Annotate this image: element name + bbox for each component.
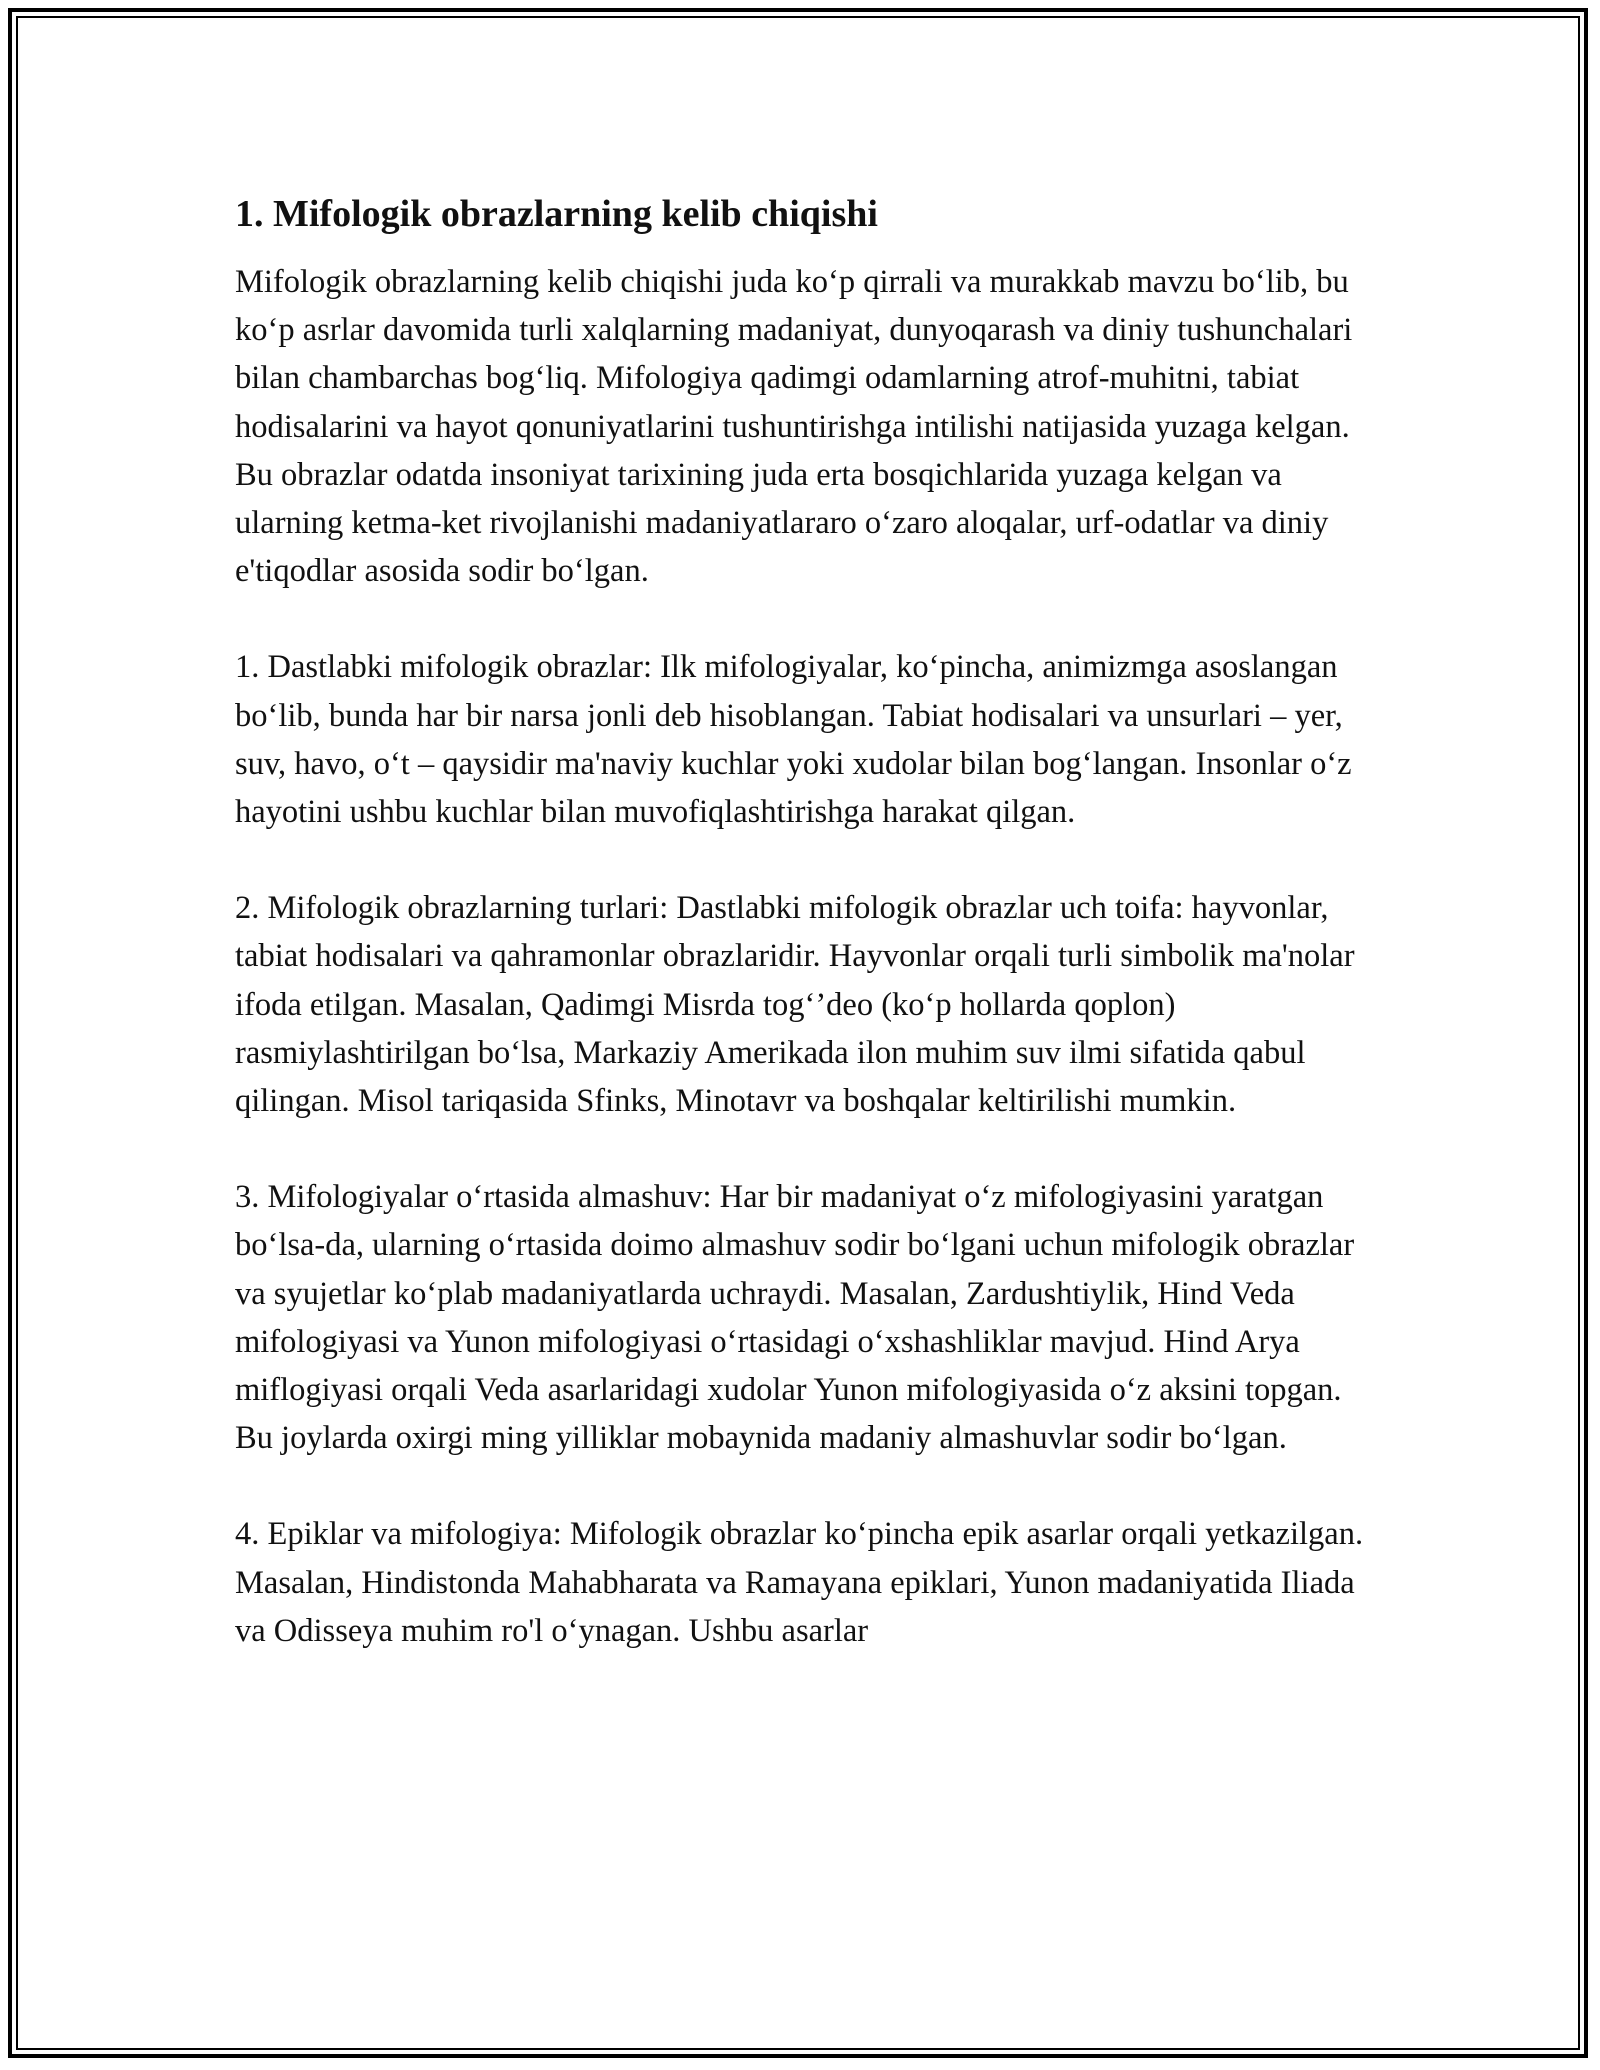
paragraph-types-of-images: 2. Mifologik obrazlarning turlari: Dastlabki mifologik obrazlar uch toifa: hayvonlar, tabiat hodisalari va qahramonlar obrazlaridir. Hayvonlar orqali turli simbolik ma'nolar ifoda etilgan. Masalan, Qadimgi Misrda tog‘’deo (ko‘p hollarda qoplon) rasmiylashtirilgan bo‘lsa, Markaziy Amerikada ilon muhim suv ilmi sifatida qabul qilingan. Misol tariqasida Sfinks, Minotavr va boshqalar keltirilishi mumkin.	[235, 890, 1355, 1120]
section-heading: 1. Mifologik obrazlarning kelib chiqishi	[235, 193, 878, 235]
paragraph-early-mythological-images: 1. Dastlabki mifologik obrazlar: Ilk mifologiyalar, ko‘pincha, animizmga asoslangan bo‘lib, bunda har bir narsa jonli deb hisoblangan. Tabiat hodisalari va unsurlari – yer, suv, havo, o‘t – qaysidir ma'naviy kuchlar yoki xudolar bilan bog‘langan. Insonlar o‘z hayotini ushbu kuchlar bilan muvofiqlashtirishga harakat qilgan.	[235, 649, 1352, 831]
document-body	[235, 190, 1385, 1703]
paragraph-epics-and-mythology: 4. Epiklar va mifologiya: Mifologik obrazlar ko‘pincha epik asarlar orqali yetkazilgan. Masalan, Hindistonda Mahabharata va Ramayana epiklari, Yunon madaniyatida Iliada va Odisseya muhim ro'l o‘ynagan. Ushbu asarlar	[235, 1516, 1364, 1649]
paragraph-exchange-between-mythologies: 3. Mifologiyalar o‘rtasida almashuv: Har bir madaniyat o‘z mifologiyasini yaratgan bo‘lsa-da, ularning o‘rtasida doimo almashuv sodir bo‘lgani uchun mifologik obrazlar va syujetlar ko‘plab madaniyatlarda uchraydi. Masalan, Zardushtiylik, Hind Veda mifologiyasi va Yunon mifologiyasi o‘rtasidagi o‘xshashliklar mavjud. Hind Arya miflogiyasi orqali Veda asarlaridagi xudolar Yunon mifologiyasida o‘z aksini topgan. Bu joylarda oxirgi ming yilliklar mobaynida madaniy almashuvlar sodir bo‘lgan.	[235, 1179, 1355, 1457]
intro-paragraph: Mifologik obrazlarning kelib chiqishi juda ko‘p qirrali va murakkab mavzu bo‘lib, bu ko‘p asrlar davomida turli xalqlarning madaniyat, dunyoqarash va diniy tushunchalari bilan chambarchas bog‘liq. Mifologiya qadimgi odamlarning atrof-muhitni, tabiat hodisalarini va hayot qonuniyatlarini tushuntirishga intilishi natijasida yuzaga kelgan. Bu obrazlar odatda insoniyat tarixining juda erta bosqichlarida yuzaga kelgan va ularning ketma-ket rivojlanishi madaniyatlararo o‘zaro aloqalar, urf-odatlar va diniy e'tiqodlar asosida sodir bo‘lgan.	[235, 264, 1353, 590]
